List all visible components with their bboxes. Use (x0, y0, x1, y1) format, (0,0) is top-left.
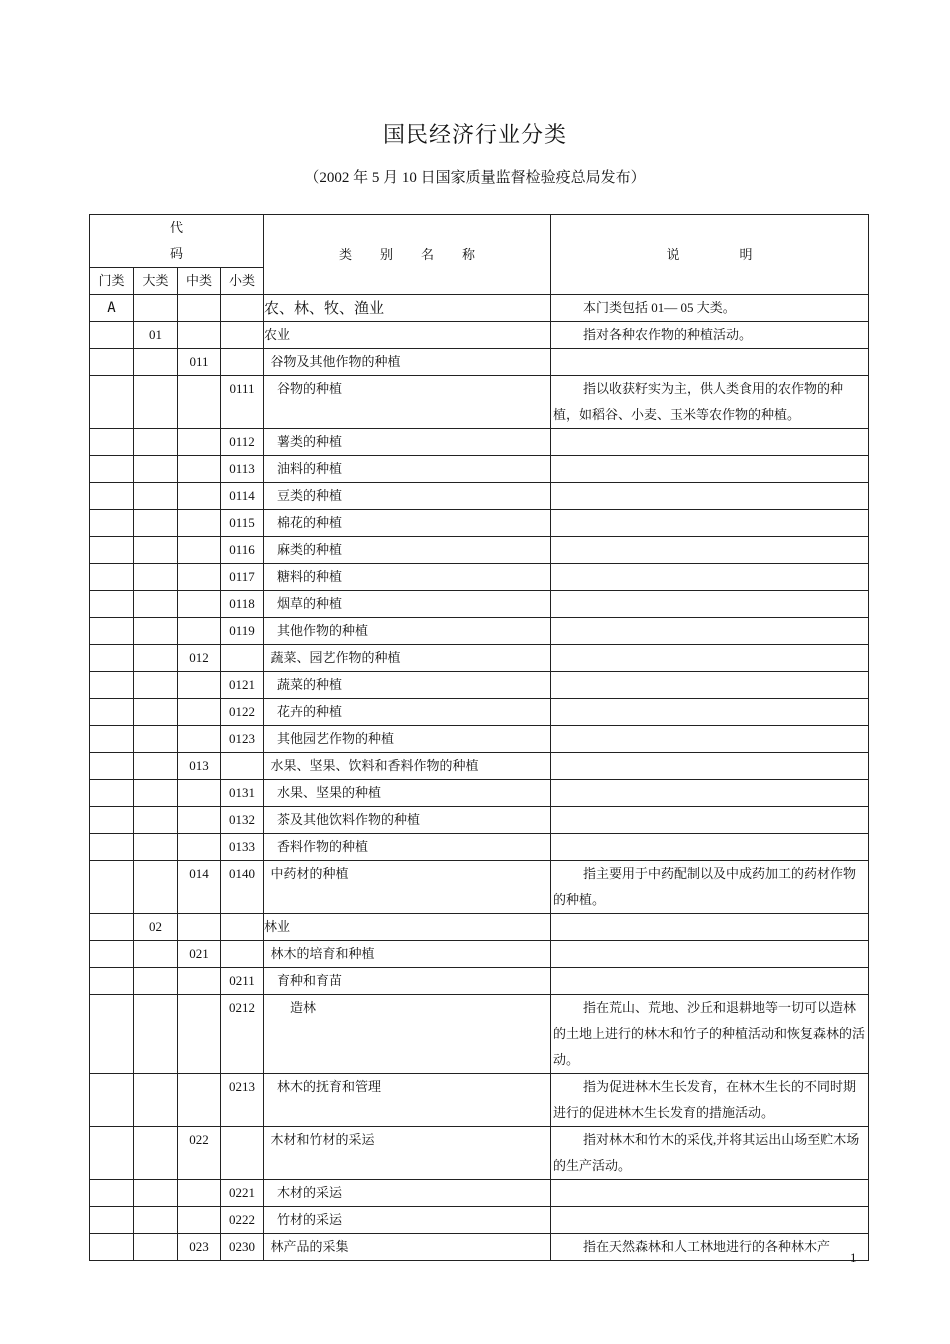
table-row (90, 510, 869, 537)
table-row (90, 1234, 869, 1261)
door-code-cell (90, 483, 134, 510)
door-code-cell (90, 1074, 134, 1127)
middle-code-cell (178, 537, 221, 564)
middle-code-cell: 023 (178, 1234, 221, 1261)
door-code-cell (90, 1127, 134, 1180)
door-code-cell (90, 537, 134, 564)
major-code-cell: 02 (134, 914, 178, 941)
door-code-cell (90, 322, 134, 349)
table-row (90, 726, 869, 753)
door-code-cell (90, 1180, 134, 1207)
table-row (90, 861, 869, 914)
header-row (90, 215, 869, 268)
description-cell (551, 456, 869, 483)
minor-code-cell: 0112 (221, 429, 264, 456)
code-header: 代码 (90, 215, 264, 268)
minor-code-cell (221, 941, 264, 968)
door-code-cell (90, 591, 134, 618)
category-name-cell: 薯类的种植 (264, 429, 551, 456)
major-code-cell (134, 941, 178, 968)
category-name-cell: 林产品的采集 (264, 1234, 551, 1261)
category-name-cell: 香料作物的种植 (264, 834, 551, 861)
middle-code-cell (178, 780, 221, 807)
description-cell (551, 537, 869, 564)
minor-code-cell: 0116 (221, 537, 264, 564)
table-row (90, 564, 869, 591)
description-cell (551, 645, 869, 672)
major-code-cell: 01 (134, 322, 178, 349)
door-code-cell (90, 753, 134, 780)
major-code-cell (134, 1127, 178, 1180)
middle-code-cell (178, 564, 221, 591)
minor-code-cell: 0121 (221, 672, 264, 699)
door-code-cell (90, 618, 134, 645)
category-name-cell: 谷物及其他作物的种植 (264, 349, 551, 376)
door-code-cell (90, 456, 134, 483)
minor-code-cell (221, 295, 264, 322)
category-name-cell: 木材的采运 (264, 1180, 551, 1207)
table-row (90, 591, 869, 618)
category-name-cell: 茶及其他饮料作物的种植 (264, 807, 551, 834)
door-code-cell (90, 914, 134, 941)
description-cell (551, 1180, 869, 1207)
table-row (90, 456, 869, 483)
name-header: 类别名称 (264, 215, 551, 295)
category-name-cell: 豆类的种植 (264, 483, 551, 510)
description-cell (551, 834, 869, 861)
middle-code-cell (178, 376, 221, 429)
door-code-cell (90, 349, 134, 376)
description-cell (551, 618, 869, 645)
major-code-cell (134, 753, 178, 780)
door-code-cell (90, 941, 134, 968)
middle-code-cell (178, 483, 221, 510)
minor-code-cell: 0123 (221, 726, 264, 753)
description-cell: 指在荒山、荒地、沙丘和退耕地等一切可以造林的土地上进行的林木和竹子的种植活动和恢复森林的活动。 (551, 995, 869, 1074)
table-row (90, 429, 869, 456)
description-cell (551, 807, 869, 834)
category-name-cell: 谷物的种植 (264, 376, 551, 429)
category-name-cell: 农、林、牧、渔业 (264, 295, 551, 322)
minor-code-cell (221, 349, 264, 376)
minor-code-cell: 0117 (221, 564, 264, 591)
description-cell (551, 726, 869, 753)
major-code-cell (134, 510, 178, 537)
major-code-cell (134, 618, 178, 645)
table-row (90, 1127, 869, 1180)
category-name-cell: 蔬菜的种植 (264, 672, 551, 699)
major-code-cell (134, 807, 178, 834)
category-name-cell: 林木的培育和种植 (264, 941, 551, 968)
minor-code-cell: 0118 (221, 591, 264, 618)
minor-code-cell: 0122 (221, 699, 264, 726)
category-name-cell: 竹材的采运 (264, 1207, 551, 1234)
major-code-cell (134, 995, 178, 1074)
middle-code-cell (178, 1180, 221, 1207)
minor-code-cell: 0119 (221, 618, 264, 645)
category-name-cell: 林木的抚育和管理 (264, 1074, 551, 1127)
category-name-cell: 水果、坚果、饮料和香料作物的种植 (264, 753, 551, 780)
door-code-cell (90, 376, 134, 429)
middle-code-cell (178, 322, 221, 349)
major-code-cell (134, 861, 178, 914)
minor-code-cell: 0212 (221, 995, 264, 1074)
major-code-cell (134, 780, 178, 807)
major-code-cell (134, 1180, 178, 1207)
major-code-cell (134, 726, 178, 753)
category-name-cell: 木材和竹材的采运 (264, 1127, 551, 1180)
door-code-cell (90, 1234, 134, 1261)
table-row (90, 1180, 869, 1207)
middle-code-cell: 013 (178, 753, 221, 780)
table-row (90, 483, 869, 510)
table-row (90, 995, 869, 1074)
description-cell (551, 1207, 869, 1234)
table-row (90, 645, 869, 672)
middle-code-cell (178, 914, 221, 941)
minor-code-cell: 0213 (221, 1074, 264, 1127)
door-code-cell (90, 510, 134, 537)
major-code-cell (134, 672, 178, 699)
door-code-cell (90, 968, 134, 995)
door-header: 门类 (90, 268, 134, 295)
major-code-cell (134, 537, 178, 564)
table-row (90, 780, 869, 807)
category-name-cell: 糖料的种植 (264, 564, 551, 591)
table-row (90, 941, 869, 968)
major-code-cell (134, 564, 178, 591)
middle-code-cell (178, 429, 221, 456)
minor-code-cell: 0211 (221, 968, 264, 995)
minor-code-cell (221, 322, 264, 349)
major-code-cell (134, 429, 178, 456)
description-cell (551, 564, 869, 591)
category-name-cell: 农业 (264, 322, 551, 349)
document-title: 国民经济行业分类 (382, 122, 567, 147)
table-row (90, 1207, 869, 1234)
description-cell: 指为促进林木生长发育，在林木生长的不同时期进行的促进林木生长发育的措施活动。 (551, 1074, 869, 1127)
door-code-cell (90, 780, 134, 807)
minor-code-cell: 0115 (221, 510, 264, 537)
description-cell: 本门类包括 01— 05 大类。 (551, 295, 869, 322)
middle-code-cell (178, 807, 221, 834)
middle-header: 中类 (178, 268, 221, 295)
page-number: 1 (850, 1250, 857, 1265)
description-cell (551, 753, 869, 780)
category-name-cell: 烟草的种植 (264, 591, 551, 618)
major-code-cell (134, 1234, 178, 1261)
major-code-cell (134, 349, 178, 376)
major-code-cell (134, 834, 178, 861)
middle-code-cell: 022 (178, 1127, 221, 1180)
major-header: 大类 (134, 268, 178, 295)
minor-code-cell: 0222 (221, 1207, 264, 1234)
middle-code-cell (178, 968, 221, 995)
major-code-cell (134, 968, 178, 995)
description-cell (551, 429, 869, 456)
description-cell (551, 914, 869, 941)
minor-code-cell: 0140 (221, 861, 264, 914)
table-row (90, 699, 869, 726)
table-row (90, 618, 869, 645)
middle-code-cell (178, 834, 221, 861)
table-row (90, 672, 869, 699)
minor-code-cell: 0132 (221, 807, 264, 834)
table-row (90, 914, 869, 941)
middle-code-cell (178, 726, 221, 753)
category-name-cell: 水果、坚果的种植 (264, 780, 551, 807)
description-cell (551, 591, 869, 618)
minor-code-cell: 0221 (221, 1180, 264, 1207)
description-cell: 指对各种农作物的种植活动。 (551, 322, 869, 349)
description-cell (551, 510, 869, 537)
door-code-cell (90, 861, 134, 914)
note-header: 说明 (551, 215, 869, 295)
door-code-cell (90, 564, 134, 591)
description-cell: 指对林木和竹木的采伐,并将其运出山场至贮木场的生产活动。 (551, 1127, 869, 1180)
door-code-cell (90, 995, 134, 1074)
description-cell (551, 780, 869, 807)
table-row (90, 349, 869, 376)
major-code-cell (134, 483, 178, 510)
major-code-cell (134, 645, 178, 672)
table-row (90, 376, 869, 429)
major-code-cell (134, 1207, 178, 1234)
middle-code-cell (178, 1207, 221, 1234)
category-name-cell: 其他作物的种植 (264, 618, 551, 645)
minor-code-cell (221, 645, 264, 672)
description-cell (551, 968, 869, 995)
minor-code-cell: 0230 (221, 1234, 264, 1261)
classification-table (89, 214, 869, 1261)
middle-code-cell (178, 510, 221, 537)
category-name-cell: 林业 (264, 914, 551, 941)
table-row (90, 968, 869, 995)
minor-code-cell: 0114 (221, 483, 264, 510)
table-row (90, 537, 869, 564)
middle-code-cell: 021 (178, 941, 221, 968)
middle-code-cell: 014 (178, 861, 221, 914)
major-code-cell (134, 376, 178, 429)
minor-code-cell: 0111 (221, 376, 264, 429)
description-cell (551, 349, 869, 376)
minor-code-cell: 0113 (221, 456, 264, 483)
document-subtitle: （2002 年 5 月 10 日国家质量监督检验疫总局发布） (304, 170, 646, 186)
middle-code-cell: 011 (178, 349, 221, 376)
minor-code-cell: 0131 (221, 780, 264, 807)
category-name-cell: 棉花的种植 (264, 510, 551, 537)
middle-code-cell (178, 699, 221, 726)
minor-code-cell (221, 753, 264, 780)
minor-code-cell: 0133 (221, 834, 264, 861)
minor-code-cell (221, 1127, 264, 1180)
minor-header: 小类 (221, 268, 264, 295)
middle-code-cell (178, 456, 221, 483)
minor-code-cell (221, 914, 264, 941)
door-code-cell (90, 1207, 134, 1234)
major-code-cell (134, 1074, 178, 1127)
category-name-cell: 蔬菜、园艺作物的种植 (264, 645, 551, 672)
door-code-cell: A (90, 295, 134, 322)
table-row (90, 807, 869, 834)
middle-code-cell (178, 618, 221, 645)
door-code-cell (90, 726, 134, 753)
category-name-cell: 其他园艺作物的种植 (264, 726, 551, 753)
category-name-cell: 花卉的种植 (264, 699, 551, 726)
description-cell (551, 941, 869, 968)
door-code-cell (90, 807, 134, 834)
table-row (90, 295, 869, 322)
category-name-cell: 育种和育苗 (264, 968, 551, 995)
major-code-cell (134, 591, 178, 618)
table-row (90, 753, 869, 780)
table-row (90, 322, 869, 349)
description-cell (551, 483, 869, 510)
middle-code-cell (178, 591, 221, 618)
table-row (90, 1074, 869, 1127)
middle-code-cell (178, 995, 221, 1074)
middle-code-cell (178, 1074, 221, 1127)
door-code-cell (90, 699, 134, 726)
category-name-cell: 油料的种植 (264, 456, 551, 483)
description-cell (551, 672, 869, 699)
category-name-cell: 中药材的种植 (264, 861, 551, 914)
door-code-cell (90, 429, 134, 456)
middle-code-cell: 012 (178, 645, 221, 672)
description-cell: 指以收获籽实为主，供人类食用的农作物的种植，如稻谷、小麦、玉米等农作物的种植。 (551, 376, 869, 429)
middle-code-cell (178, 295, 221, 322)
door-code-cell (90, 672, 134, 699)
description-cell: 指主要用于中药配制以及中成药加工的药材作物的种植。 (551, 861, 869, 914)
door-code-cell (90, 834, 134, 861)
category-name-cell: 造林 (264, 995, 551, 1074)
major-code-cell (134, 295, 178, 322)
middle-code-cell (178, 672, 221, 699)
major-code-cell (134, 699, 178, 726)
door-code-cell (90, 645, 134, 672)
description-cell (551, 699, 869, 726)
description-cell: 指在天然森林和人工林地进行的各种林木产 (551, 1234, 869, 1261)
table-row (90, 834, 869, 861)
category-name-cell: 麻类的种植 (264, 537, 551, 564)
major-code-cell (134, 456, 178, 483)
